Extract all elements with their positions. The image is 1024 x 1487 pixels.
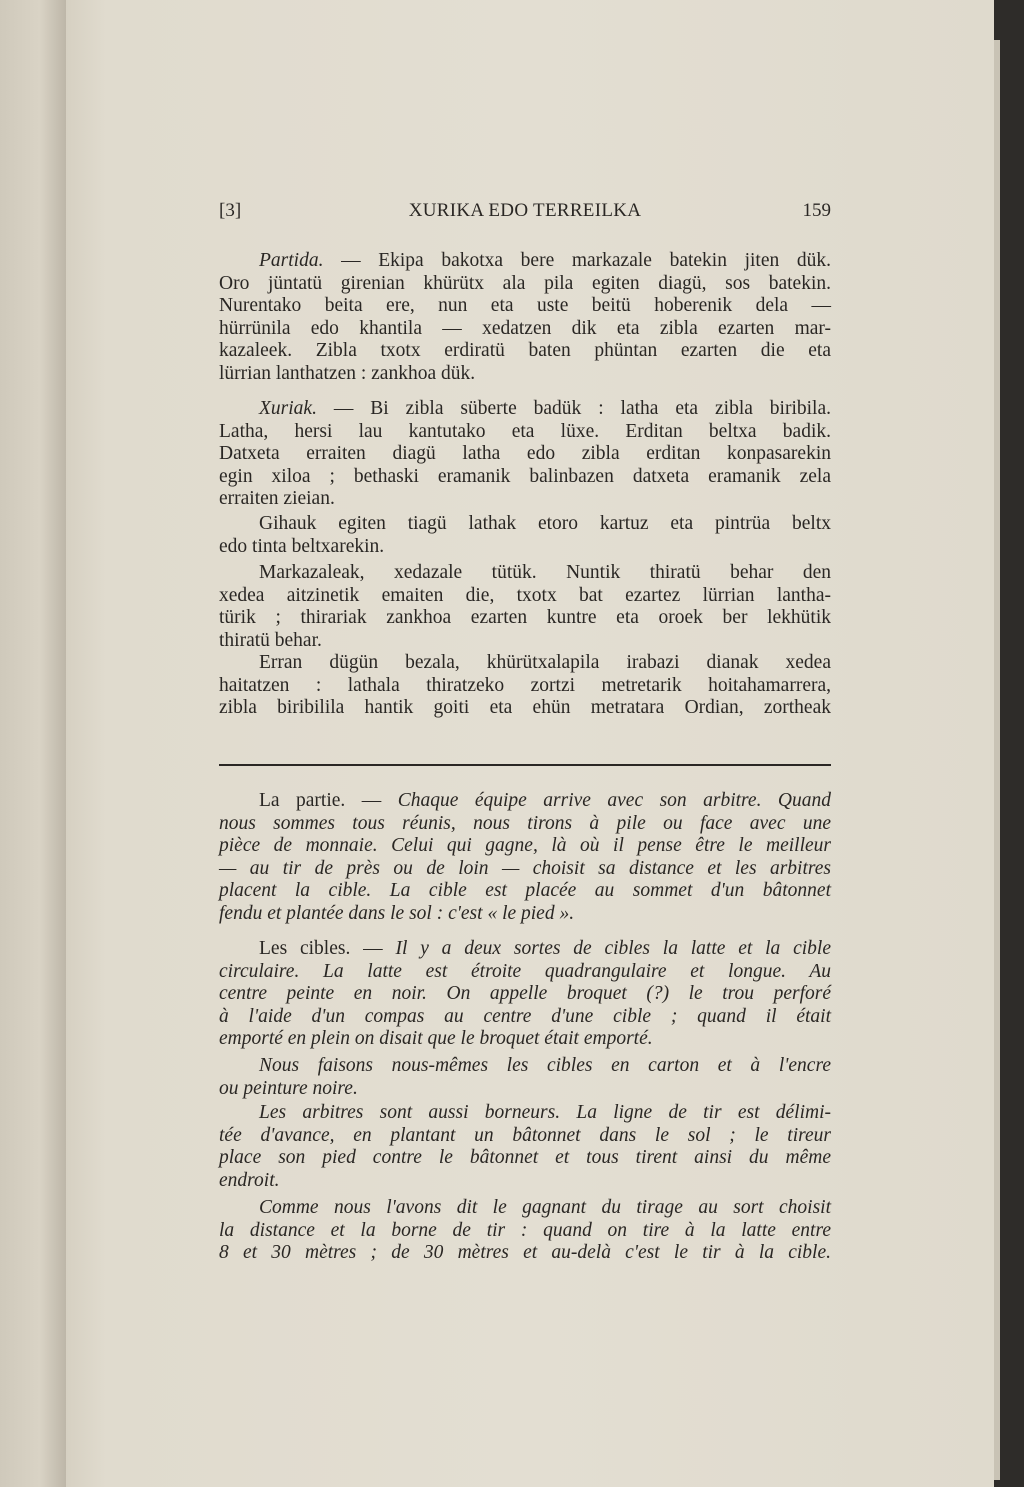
french-paragraph bbox=[219, 1197, 831, 1265]
basque-paragraph bbox=[219, 562, 831, 652]
section-number: [3] bbox=[219, 200, 242, 221]
text-line bbox=[219, 340, 831, 363]
text-line bbox=[219, 1147, 831, 1170]
text-line bbox=[219, 835, 831, 858]
text-line bbox=[219, 250, 831, 273]
text-line bbox=[219, 858, 831, 881]
line-text: Comme nous l'avons dit le gagnant du tirage au sort choisit bbox=[259, 1197, 831, 1218]
french-paragraph bbox=[219, 938, 831, 1051]
paragraph-lead: Xuriak. bbox=[259, 398, 317, 419]
text-line bbox=[219, 1055, 831, 1078]
text-line bbox=[219, 421, 831, 444]
text-line bbox=[219, 273, 831, 296]
line-text: nous sommes tous réunis, nous tirons à pile ou face avec une bbox=[219, 812, 831, 834]
text-line bbox=[219, 1170, 831, 1193]
text-line bbox=[219, 607, 831, 630]
line-text: kazaleek. Zibla txotx erdiratü baten phüntan ezarten die eta bbox=[219, 340, 831, 361]
line-text: ou peinture noire. bbox=[219, 1077, 358, 1099]
line-text: hürrünila edo khantila — xedatzen dik eta zibla ezarten mar- bbox=[219, 317, 831, 339]
text-line bbox=[219, 585, 831, 608]
facing-page-edge bbox=[0, 0, 66, 1487]
text-line bbox=[219, 1102, 831, 1125]
text-line bbox=[219, 536, 831, 559]
paragraph-lead: La partie. — bbox=[259, 790, 398, 811]
line-text: la distance et la borne de tir : quand on tire à la latte entre bbox=[219, 1219, 831, 1241]
text-line bbox=[219, 1197, 831, 1220]
basque-paragraph bbox=[219, 250, 831, 385]
line-text: Oro jüntatü girenian khürütx ala pila egiten diagü, sos batekin. bbox=[219, 272, 831, 294]
text-line bbox=[219, 675, 831, 698]
running-header bbox=[219, 200, 831, 228]
text-line bbox=[219, 790, 831, 813]
text-line bbox=[219, 1220, 831, 1243]
french-paragraph bbox=[219, 790, 831, 925]
line-text: erraiten zieian. bbox=[219, 488, 335, 509]
text-line bbox=[219, 318, 831, 341]
line-text: placent la cible. La cible est placée au sommet d'un bâtonnet bbox=[219, 880, 831, 901]
basque-paragraph bbox=[219, 513, 831, 558]
line-text: Chaque équipe arrive avec son arbitre. Quand bbox=[397, 790, 831, 811]
line-text: — au tir de près ou de loin — choisit sa distance et les arbitres bbox=[219, 857, 831, 879]
line-text: Latha, hersi lau kantutako eta lüxe. Erditan beltxa badik. bbox=[219, 420, 831, 442]
paragraph-lead: Les cibles. — bbox=[259, 938, 396, 959]
line-text: endroit. bbox=[219, 1169, 280, 1191]
line-text: Markazaleak, xedazale tütük. Nuntik thiratü behar den bbox=[259, 562, 831, 583]
line-text: Erran dügün bezala, khürütxalapila irabazi dianak xedea bbox=[259, 652, 831, 673]
text-line bbox=[219, 903, 831, 926]
line-text: edo tinta beltxarekin. bbox=[219, 535, 385, 557]
line-text: — Bi zibla süberte badük : latha eta zibla biribila. bbox=[316, 398, 831, 419]
line-text: Les arbitres sont aussi borneurs. La ligne de tir est délimi- bbox=[259, 1102, 831, 1123]
line-text: thiratü behar. bbox=[219, 629, 322, 651]
line-text: — Ekipa bakotxa bere markazale batekin jiten dük. bbox=[323, 250, 831, 271]
text-line bbox=[219, 398, 831, 421]
text-line bbox=[219, 697, 831, 720]
french-paragraph bbox=[219, 1102, 831, 1192]
text-line bbox=[219, 562, 831, 585]
text-line bbox=[219, 363, 831, 386]
line-text: xedea aitzinetik emaiten die, txotx bat ezartez lürrian lantha- bbox=[219, 584, 831, 606]
text-line bbox=[219, 1028, 831, 1051]
line-text: Nurentako beita ere, nun eta uste beitü hoberenik dela — bbox=[219, 295, 831, 316]
page-stack-edge bbox=[994, 40, 1000, 1480]
line-text: haitatzen : lathala thiratzeko zortzi metretarik hoitahamarrera, bbox=[219, 674, 831, 696]
line-text: centre peinte en noir. On appelle broquet (?) le trou perforé bbox=[219, 983, 831, 1004]
line-text: place son pied contre le bâtonnet et tous tirent ainsi du même bbox=[219, 1147, 831, 1168]
line-text: egin xiloa ; bethaski eramanik balinbazen datxeta eramanik zela bbox=[219, 465, 831, 487]
line-text: lürrian lanthatzen : zankhoa dük. bbox=[219, 362, 476, 384]
line-text: circulaire. La latte est étroite quadrangulaire et longue. Au bbox=[219, 960, 831, 982]
text-line bbox=[219, 443, 831, 466]
text-line bbox=[219, 1242, 831, 1265]
text-line bbox=[219, 938, 831, 961]
text-line bbox=[219, 652, 831, 675]
line-text: à l'aide d'un compas au centre d'une cible ; quand il était bbox=[219, 1005, 831, 1027]
text-line bbox=[219, 466, 831, 489]
text-line bbox=[219, 1125, 831, 1148]
text-line bbox=[219, 813, 831, 836]
line-text: pièce de monnaie. Celui qui gagne, là où il pense être le meilleur bbox=[219, 835, 831, 856]
text-line bbox=[219, 880, 831, 903]
french-paragraph bbox=[219, 1055, 831, 1100]
text-line bbox=[219, 513, 831, 536]
page-number: 159 bbox=[802, 200, 831, 221]
footnote-rule bbox=[219, 764, 831, 766]
basque-paragraph bbox=[219, 652, 831, 720]
line-text: emporté en plein on disait que le broquet était emporté. bbox=[219, 1028, 653, 1049]
text-line bbox=[219, 1078, 831, 1101]
line-text: fendu et plantée dans le sol : c'est « le pied ». bbox=[219, 902, 575, 924]
line-text: tée d'avance, en plantant un bâtonnet dans le sol ; le tireur bbox=[219, 1124, 831, 1146]
line-text: zibla biribilila hantik goiti eta ehün metratara Ordian, zortheak bbox=[219, 697, 831, 718]
running-title: XURIKA EDO TERREILKA bbox=[408, 200, 642, 221]
line-text: Datxeta erraiten diagü latha edo zibla erditan konpasarekin bbox=[219, 443, 831, 464]
text-line bbox=[219, 961, 831, 984]
text-line bbox=[219, 1006, 831, 1029]
text-line bbox=[219, 488, 831, 511]
text-line bbox=[219, 295, 831, 318]
text-line bbox=[219, 983, 831, 1006]
line-text: Nous faisons nous-mêmes les cibles en carton et à l'encre bbox=[259, 1055, 831, 1076]
text-line bbox=[219, 630, 831, 653]
paragraph-lead: Partida. bbox=[259, 250, 324, 271]
line-text: türik ; thirariak zankhoa ezarten kuntre eta oroek ber lekhütik bbox=[219, 607, 831, 628]
line-text: Gihauk egiten tiagü lathak etoro kartuz eta pintrüa beltx bbox=[259, 513, 831, 534]
basque-paragraph bbox=[219, 398, 831, 511]
line-text: Il y a deux sortes de cibles la latte et la cible bbox=[395, 938, 831, 959]
line-text: 8 et 30 mètres ; de 30 mètres et au-delà c'est le tir à la cible. bbox=[219, 1242, 831, 1263]
